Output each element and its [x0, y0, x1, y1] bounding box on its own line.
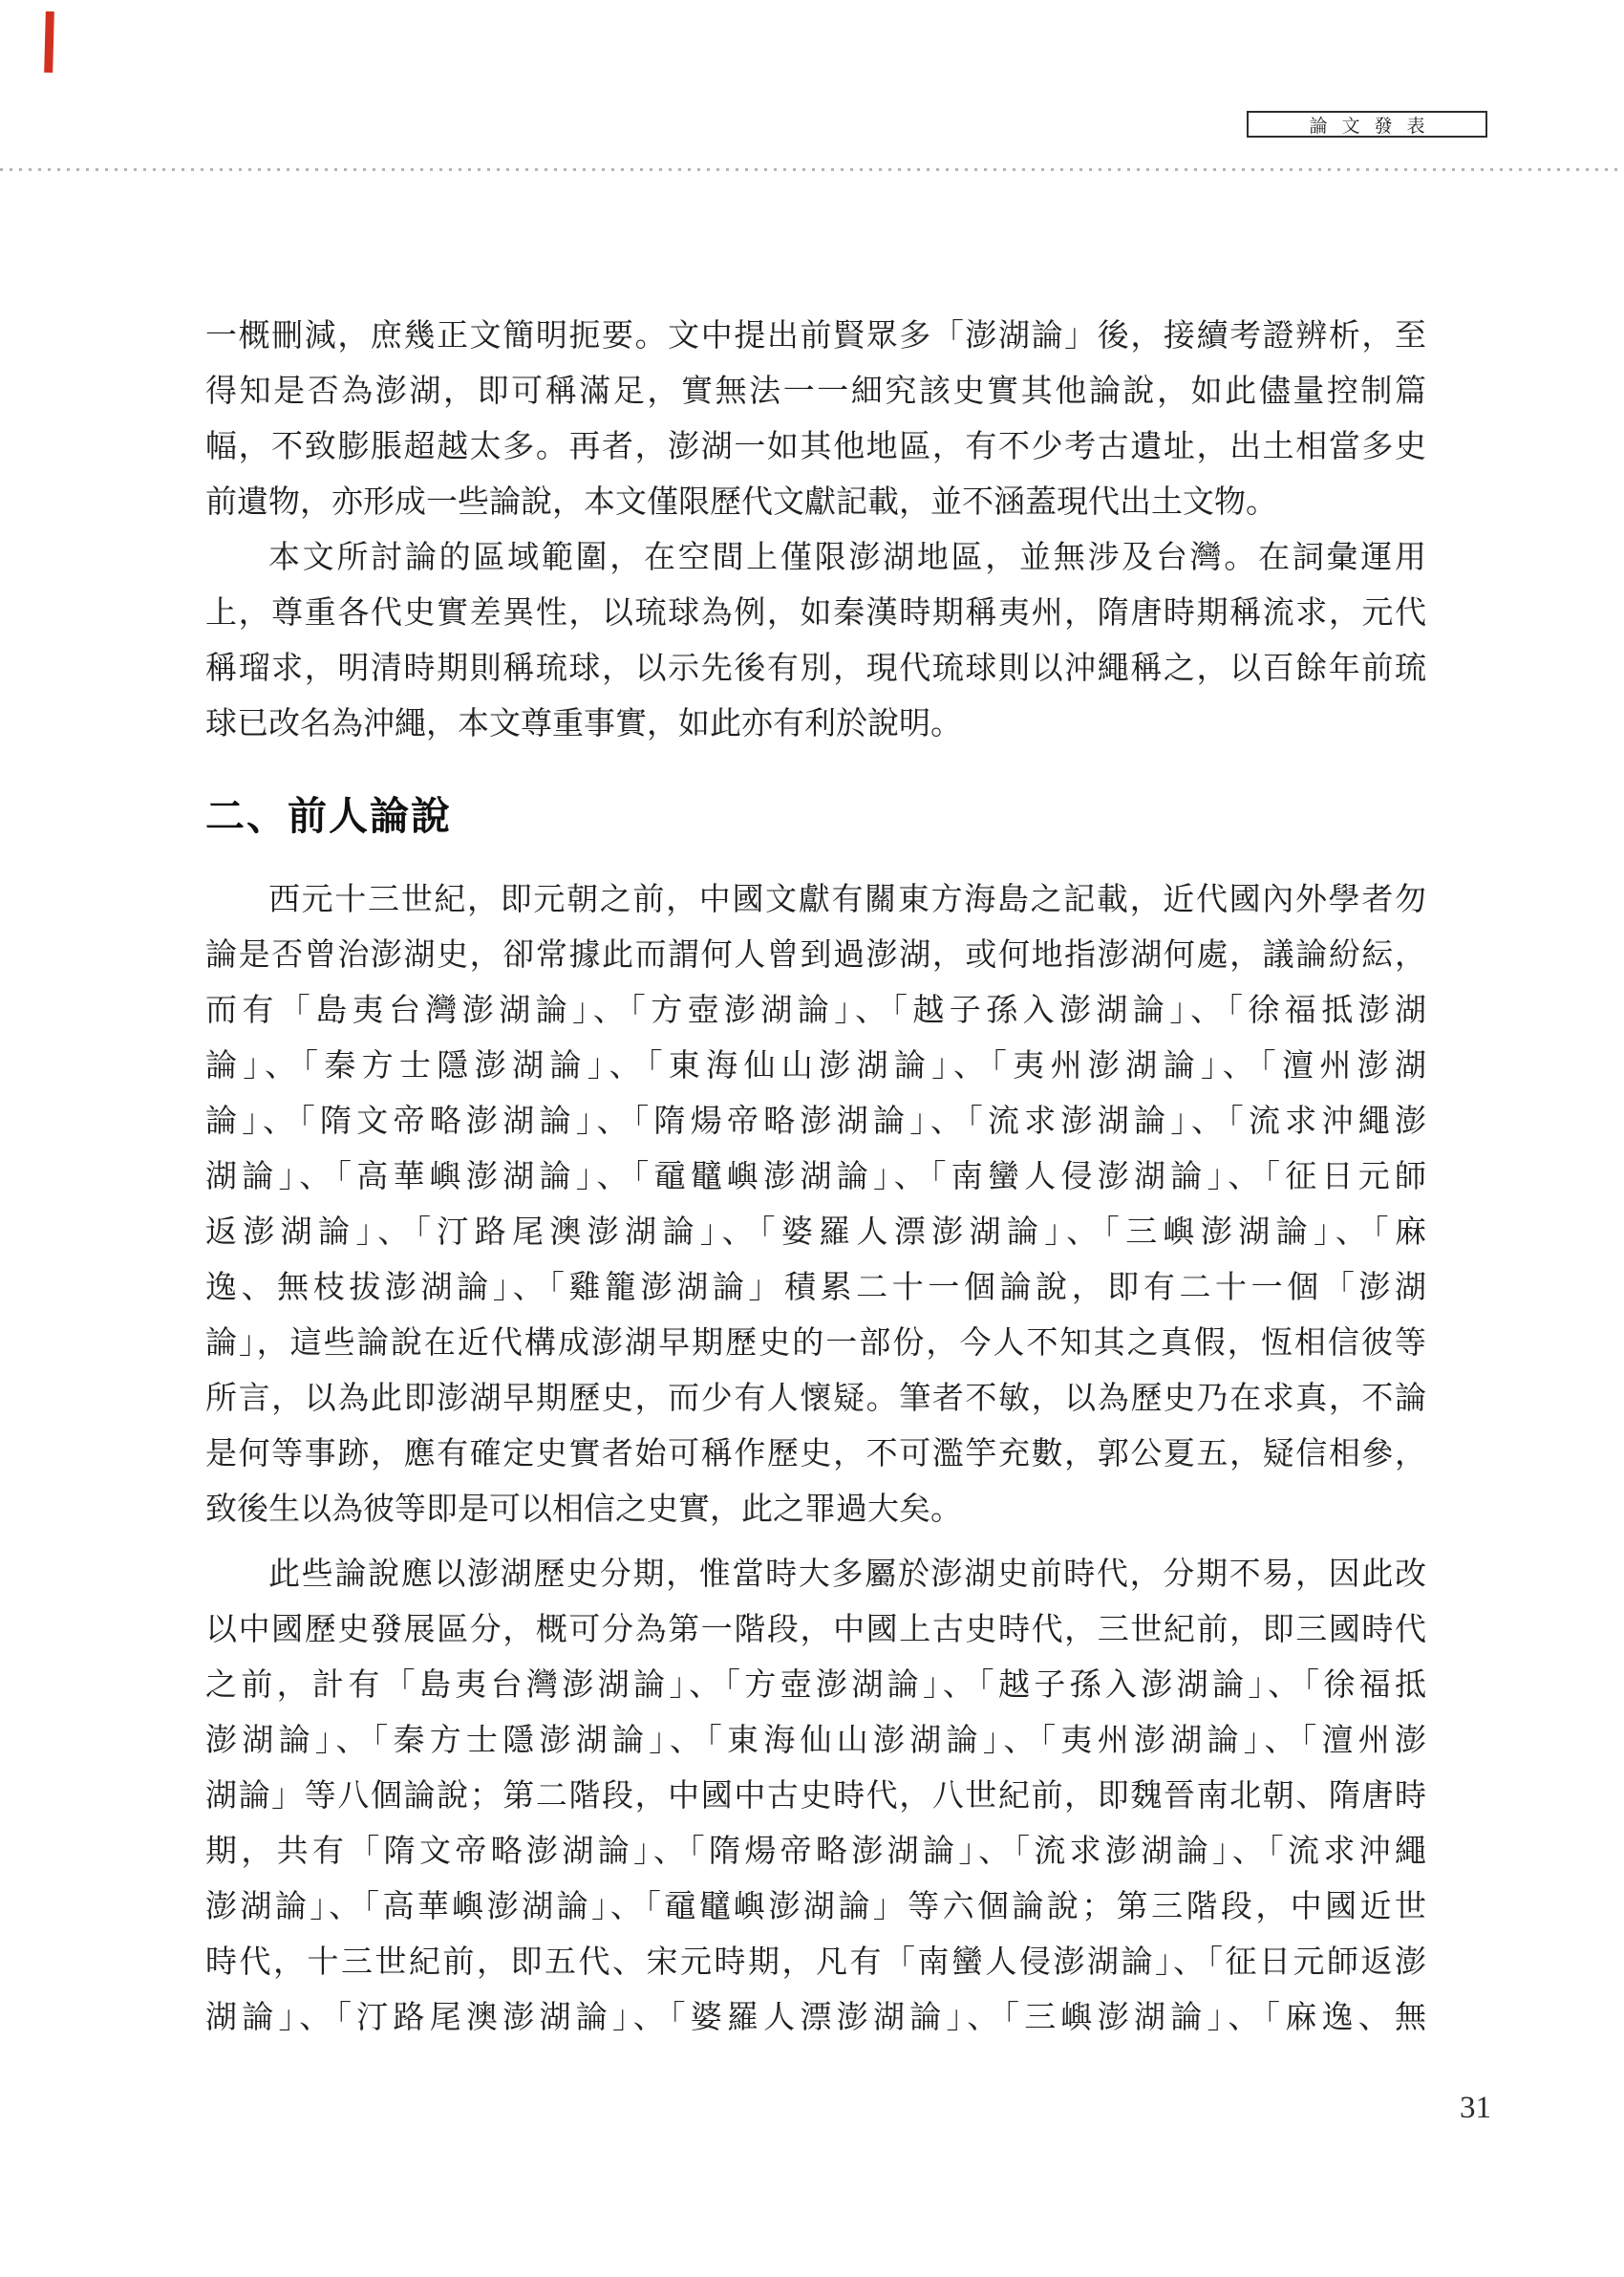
section-heading: 二、前人論說 [205, 794, 452, 838]
body-line: 西元十三世紀，即元朝之前，中國文獻有關東方海島之記載，近代國內外學者勿 [268, 883, 1426, 917]
body-line: 致後生以為彼等即是可以相信之史實，此之罪過大矣。 [205, 1493, 962, 1527]
body-line: 湖論」等八個論說；第二階段，中國中古史時代，八世紀前，即魏晉南北朝、隋唐時 [205, 1779, 1426, 1814]
journal-header-title: 論文發表 [1309, 116, 1440, 137]
body-line: 澎湖論」、「高華嶼澎湖論」、「黿鼊嶼澎湖論」等六個論說；第三階段，中國近世 [205, 1890, 1426, 1924]
body-line: 返澎湖論」、「汀路尾澳澎湖論」、「婆羅人漂澎湖論」、「三嶼澎湖論」、「麻 [205, 1215, 1426, 1250]
page-number: 31 [1460, 2091, 1491, 2125]
body-paragraph [205, 872, 1426, 1537]
body-line: 本文所討論的區域範圍，在空間上僅限澎湖地區，並無涉及台灣。在詞彙運用 [268, 541, 1426, 575]
body-line: 稱瑠求，明清時期則稱琉球，以示先後有別，現代琉球則以沖繩稱之，以百餘年前琉 [205, 652, 1426, 686]
body-line: 論」、「秦方士隱澎湖論」、「東海仙山澎湖論」、「夷州澎湖論」、「澶州澎湖 [205, 1049, 1426, 1084]
body-paragraph [205, 1547, 1426, 2046]
body-paragraph [205, 530, 1426, 752]
body-line: 論」，這些論說在近代構成澎湖早期歷史的一部份，今人不知其之真假，恆相信彼等 [205, 1326, 1426, 1361]
body-line: 澎湖論」、「秦方士隱澎湖論」、「東海仙山澎湖論」、「夷州澎湖論」、「澶州澎 [205, 1724, 1426, 1758]
body-line: 期，共有「隋文帝略澎湖論」、「隋煬帝略澎湖論」、「流求澎湖論」、「流求沖繩 [205, 1835, 1426, 1869]
dotted-separator [0, 168, 1624, 171]
body-line: 論」、「隋文帝略澎湖論」、「隋煬帝略澎湖論」、「流求澎湖論」、「流求沖繩澎 [205, 1105, 1426, 1139]
body-line: 逸、無枝拔澎湖論」、「雞籠澎湖論」積累二十一個論說，即有二十一個「澎湖 [205, 1271, 1426, 1305]
body-line: 上，尊重各代史實差異性，以琉球為例，如秦漢時期稱夷州，隋唐時期稱流求，元代 [205, 596, 1426, 631]
body-line: 之前，計有「島夷台灣澎湖論」、「方壺澎湖論」、「越子孫入澎湖論」、「徐福抵 [205, 1668, 1426, 1703]
body-line: 球已改名為沖繩，本文尊重事實，如此亦有利於說明。 [205, 707, 962, 741]
body-line: 湖論」、「高華嶼澎湖論」、「黿鼊嶼澎湖論」、「南蠻人侵澎湖論」、「征日元師 [205, 1160, 1426, 1194]
body-line: 以中國歷史發展區分，概可分為第一階段，中國上古史時代，三世紀前，即三國時代 [205, 1613, 1426, 1647]
body-line: 而有「島夷台灣澎湖論」、「方壺澎湖論」、「越子孫入澎湖論」、「徐福抵澎湖 [205, 994, 1426, 1028]
body-line: 論是否曾治澎湖史，卻常據此而謂何人曾到過澎湖，或何地指澎湖何處，議論紛紜， [205, 938, 1426, 973]
body-line: 此些論說應以澎湖歷史分期，惟當時大多屬於澎湖史前時代，分期不易，因此改 [268, 1557, 1426, 1592]
body-line: 是何等事跡，應有確定史實者始可稱作歷史，不可濫竽充數，郭公夏五，疑信相參， [205, 1437, 1426, 1471]
body-line: 得知是否為澎湖，即可稱滿足，實無法一一細究該史實其他論說，如此儘量控制篇 [205, 375, 1426, 409]
body-line: 前遺物，亦形成一些論說，本文僅限歷代文獻記載，並不涵蓋現代出土文物。 [205, 485, 1277, 520]
document-body [205, 309, 1426, 2046]
body-line: 時代，十三世紀前，即五代、宋元時期，凡有「南蠻人侵澎湖論」、「征日元師返澎 [205, 1945, 1426, 1980]
body-paragraph [205, 309, 1426, 530]
body-line: 幅，不致膨脹超越太多。再者，澎湖一如其他地區，有不少考古遺址，出土相當多史 [205, 430, 1426, 464]
body-line: 一概刪減，庶幾正文簡明扼要。文中提出前賢眾多「澎湖論」後，接續考證辨析，至 [205, 319, 1426, 354]
body-line: 所言，以為此即澎湖早期歷史，而少有人懷疑。筆者不敏，以為歷史乃在求真，不論 [205, 1382, 1426, 1416]
journal-header-box [1247, 111, 1487, 138]
body-line: 湖論」、「汀路尾澳澎湖論」、「婆羅人漂澎湖論」、「三嶼澎湖論」、「麻逸、無 [205, 2001, 1426, 2035]
red-registration-mark [44, 11, 54, 73]
